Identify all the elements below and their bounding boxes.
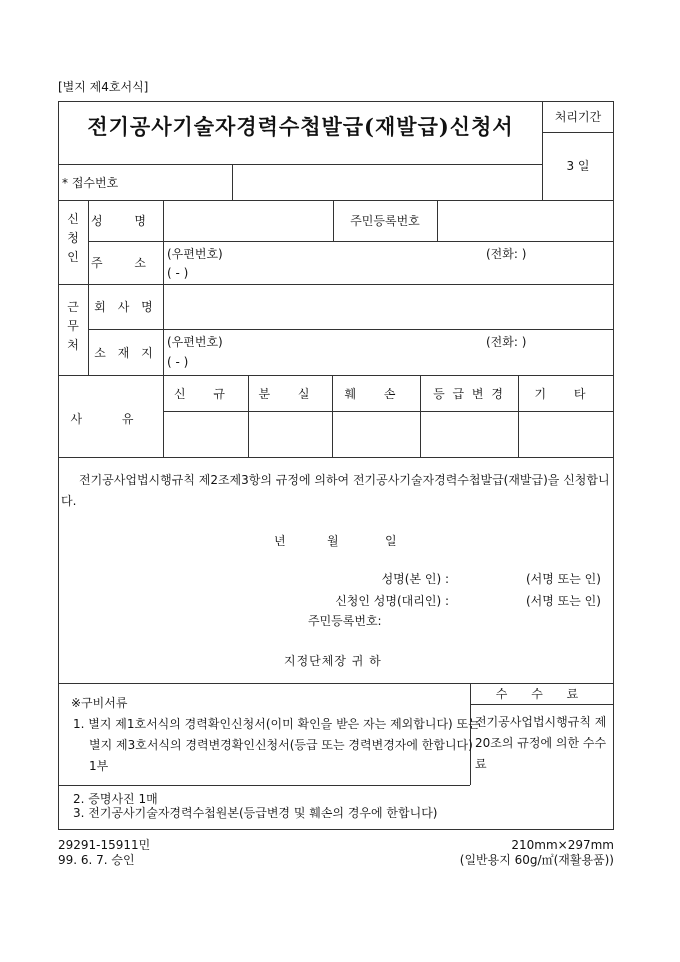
workplace-group-label: 근무처 [67,300,79,352]
signature-proxy-note: (서명 또는 인) [526,594,601,608]
reason-check-damaged[interactable] [333,412,419,456]
reason-check-lost[interactable] [249,412,331,456]
application-form [58,101,614,830]
signature-self-note: (서명 또는 인) [526,572,601,586]
reason-option-new: 신 규 [174,387,237,401]
workplace-postal-blank: ( - ) [167,355,189,369]
name-field[interactable] [164,201,332,240]
receipt-number-field[interactable] [233,165,541,199]
footer-form-code: 29291-15911민 [58,838,151,852]
reason-check-other[interactable] [519,412,614,456]
processing-period-label: 처리기간 [554,110,602,124]
footer-paper-size: 210mm×297mm [511,838,614,852]
signature-rrn-label: 주민등록번호: [308,614,382,628]
document-item-2: 2. 증명사진 1매 [73,792,158,806]
processing-period-value: 3 일 [566,159,590,173]
reason-option-grade-change: 등 급 변 경 [433,387,505,401]
addressee: 지정단체장 귀 하 [284,654,382,668]
date-year: 년 [274,534,286,548]
applicant-group-label: 신청인 [67,212,79,264]
signature-proxy-label: 신청인 성명(대리인) : [335,594,449,608]
date-day: 일 [385,534,397,548]
reason-option-damaged: 훼 손 [344,387,408,401]
reason-check-grade-change[interactable] [421,412,517,456]
reason-option-other: 기 타 [534,387,598,401]
declaration-text: 전기공사업법시행규칙 제2조제3항의 규정에 의하여 전기공사기술자경력수첩발급(재발급)을 신청합니다. [61,473,610,508]
reason-option-lost: 분 실 [258,387,322,401]
document-item-3: 3. 전기공사기술자경력수첩원본(등급변경 및 훼손의 경우에 한합니다) [73,806,438,820]
location-label: 소 재 지 [94,346,157,360]
receipt-number-label: * 접수번호 [62,176,119,190]
applicant-postal-blank: ( - ) [167,266,189,280]
signature-self-label: 성명(본 인) : [381,572,449,586]
location-field[interactable] [164,330,614,374]
company-name-field[interactable] [164,285,614,328]
workplace-phone-label: (전화: ) [486,335,527,349]
fee-text: 전기공사업법시행규칙 제20조의 규정에 의한 수수료 [475,715,607,771]
address-field[interactable] [164,242,614,283]
form-reference: [별지 제4호서식] [58,80,149,94]
form-title: 전기공사기술자경력수첩발급(재발급)신청서 [87,114,514,139]
reason-label: 사 유 [70,412,152,426]
address-label: 주 소 [91,256,160,270]
reason-check-new[interactable] [164,412,247,456]
name-label: 성 명 [91,214,160,228]
workplace-postal-label: (우편번호) [167,335,223,349]
footer-paper-type: (일반용지 60g/㎡(재활용품)) [459,853,614,867]
applicant-phone-label: (전화: ) [486,247,527,261]
document-item-1: 1. 별지 제1호서식의 경력확인신청서(이미 확인을 받은 자는 제외합니다) 또는 별지 제3호서식의 경력변경확인신청서(등급 또는 경력변경자에 한합니다) 1부 [73,717,480,773]
documents-header: ※구비서류 [71,696,128,710]
company-name-label: 회 사 명 [94,300,157,314]
fee-header: 수 수 료 [495,687,589,701]
rrn-label: 주민등록번호 [350,214,420,228]
footer-approval: 99. 6. 7. 승인 [58,853,135,867]
rrn-field[interactable] [438,201,614,240]
applicant-postal-label: (우편번호) [167,247,223,261]
date-month: 월 [327,534,339,548]
